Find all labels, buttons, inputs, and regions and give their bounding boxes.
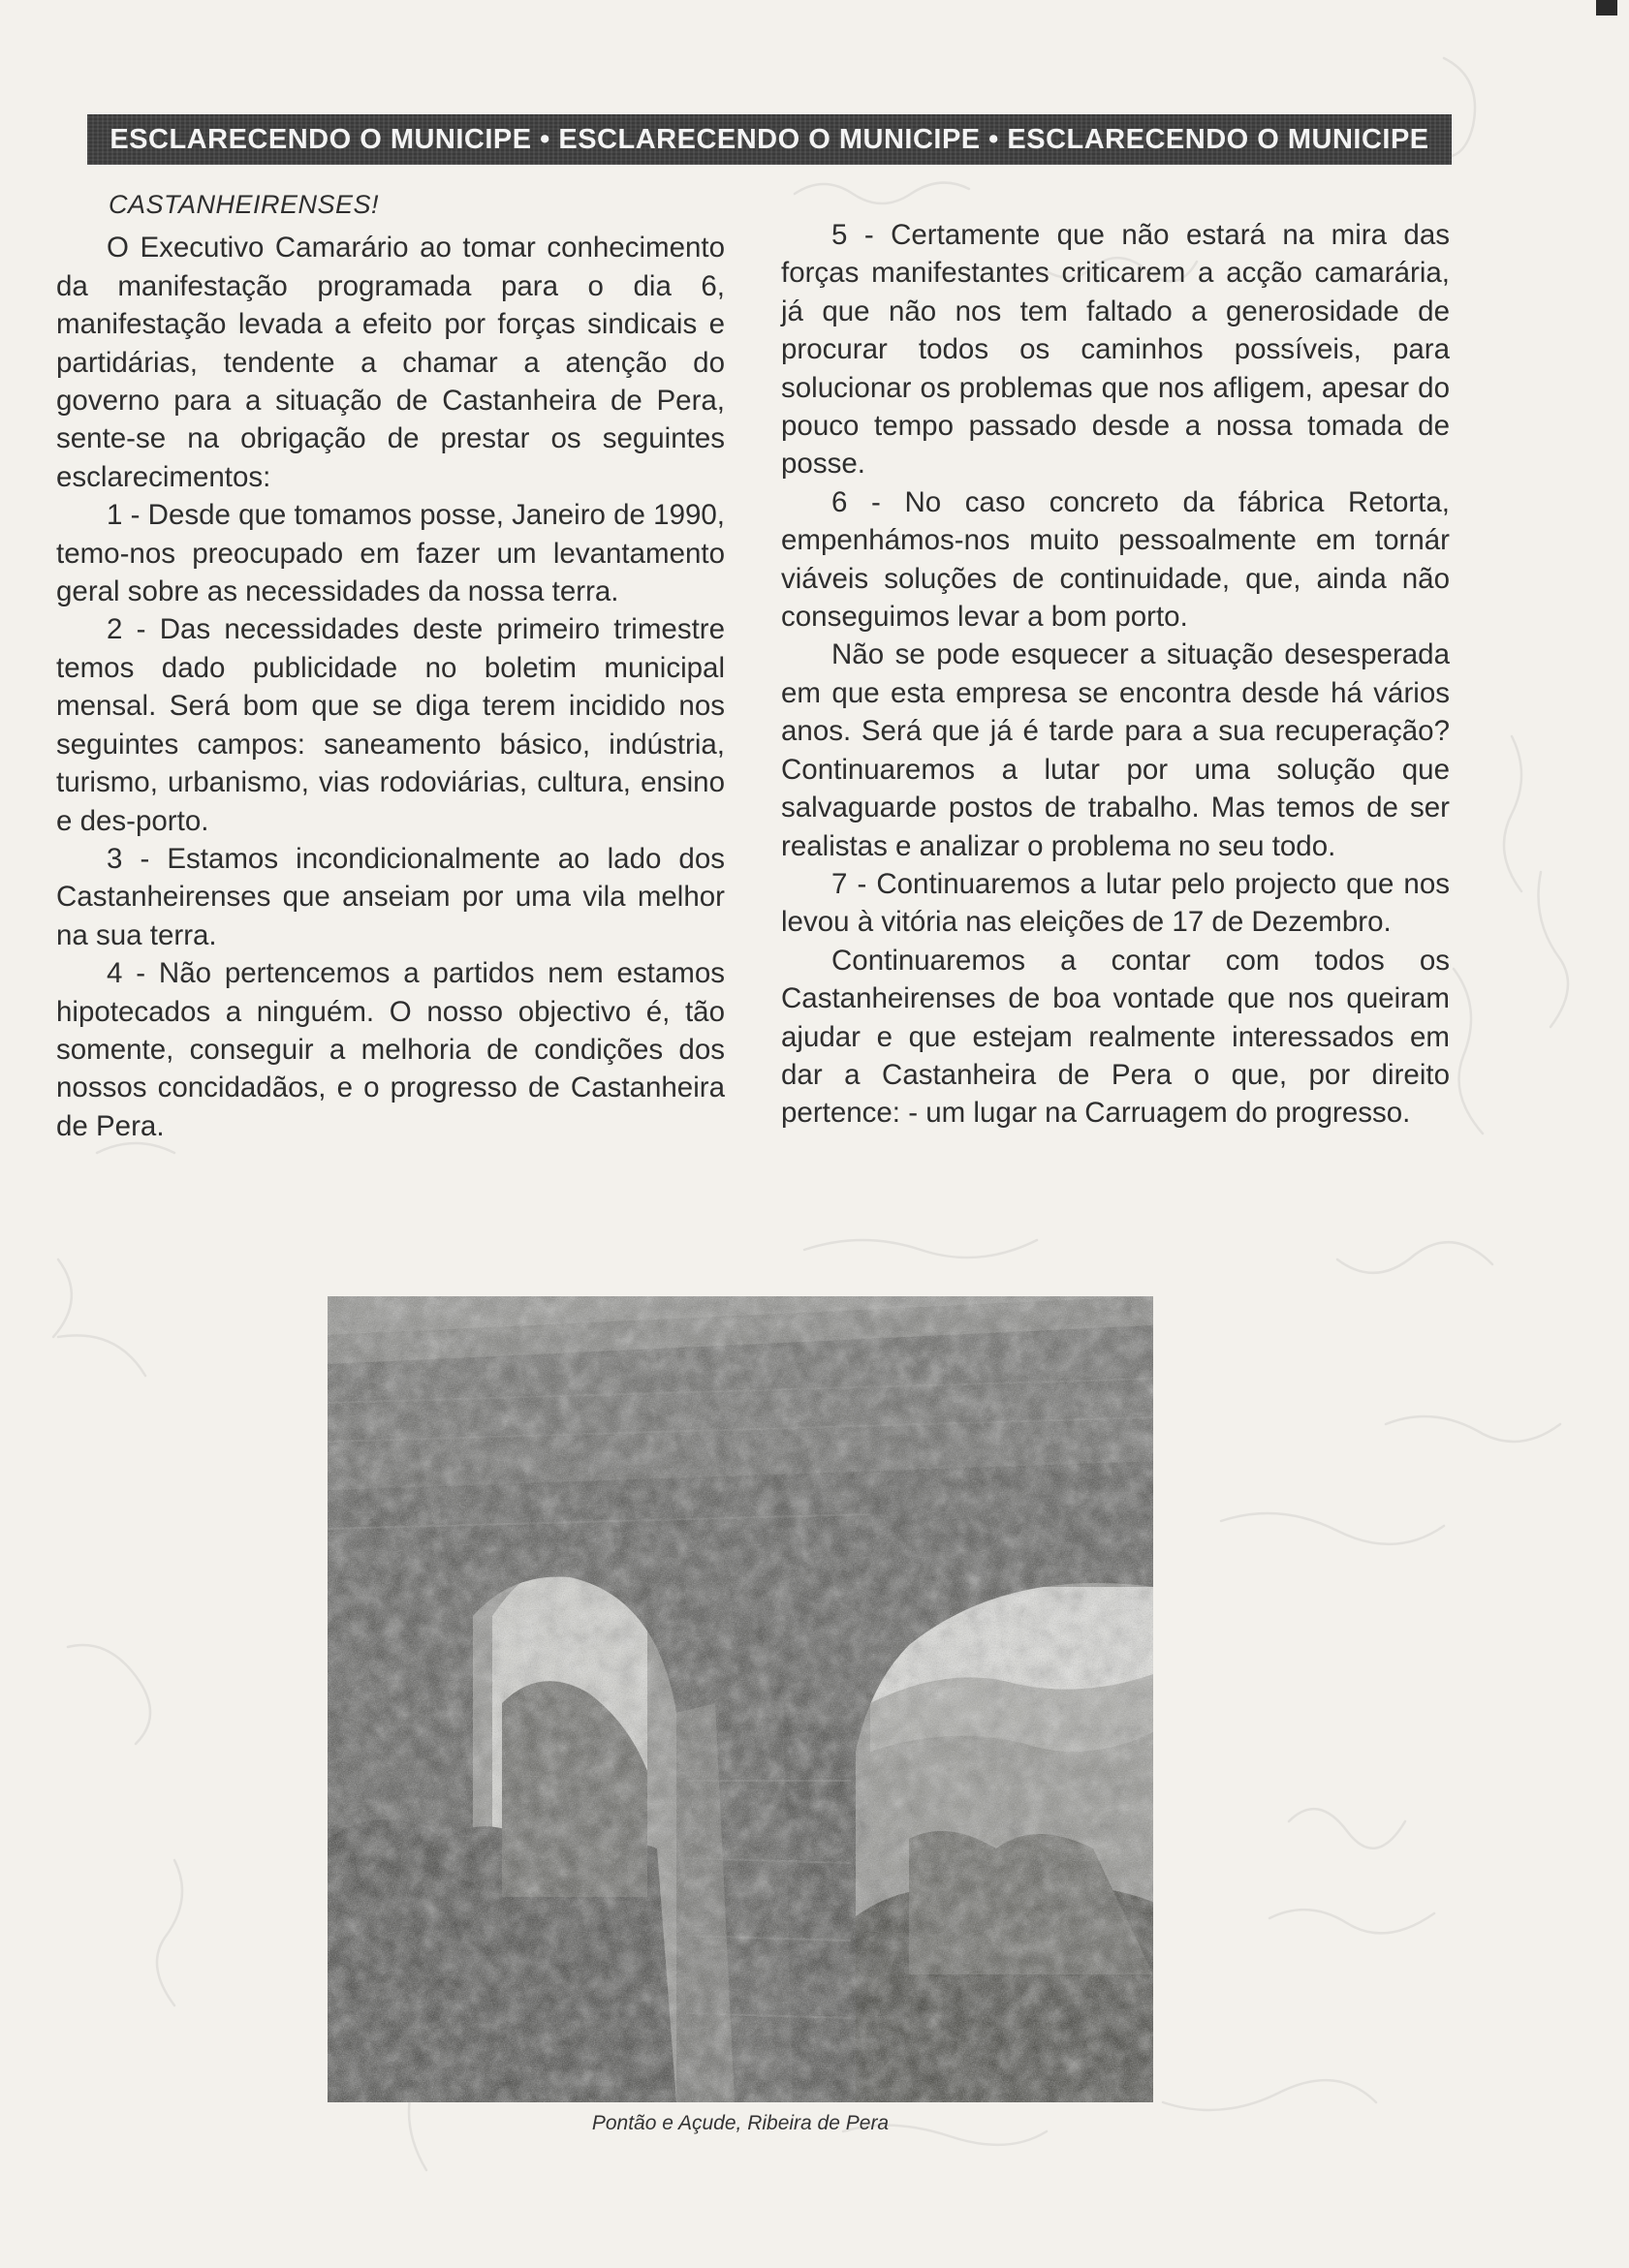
left-column [56, 186, 725, 1145]
paragraph-point-7: 7 - Continuaremos a lutar pelo projecto que nos levou à vitória nas eleições de 17 de Dezembro. [781, 867, 1450, 939]
paragraph-point-6: 6 - No caso concreto da fábrica Retorta, empenhámos-nos muito pessoalmente em tornár viáveis soluções de continuidade, que, ainda não conseguimos levar a bom porto. [781, 485, 1450, 634]
bridge-photo [328, 1296, 1153, 2102]
paragraph-point-5: 5 - Certamente que não estará na mira das forças manifestantes criticarem a acção camarária, já que não nos tem faltado a generosidade de procurar todos os caminhos possíveis, para solucionar os problemas que nos afligem, apesar do pouco tempo passado desde a nossa tomada de posse. [781, 219, 1450, 481]
section-banner [87, 114, 1452, 165]
scan-corner-mark [1596, 0, 1617, 16]
paragraph-retorta: Não se pode esquecer a situação desesperada em que esta empresa se encontra desde há vários anos. Será que já é tarde para a sua recuperação? Continuaremos a lutar por uma solução que salvaguarde postos de trabalho. Mas temos de ser realistas e analizar o problema no seu todo. [781, 638, 1450, 862]
paragraph-point-2: 2 - Das necessidades deste primeiro trimestre temos dado publicidade no boletim municipal mensal. Será bom que se diga terem incidido nos seguintes campos: saneamento básico, indústria, turismo, urbanismo, vias rodoviárias, cultura, ensino e des-porto. [56, 613, 725, 837]
right-column [781, 216, 1450, 1133]
paragraph-intro: O Executivo Camarário ao tomar conhecimento da manifestação programada para o dia 6, manifestação levada a efeito por forças sindicais e partidárias, tendente a chamar a atenção do governo para a situação de Castanheira de Pera, sente-se na obrigação de prestar os seguintes esclarecimentos: [56, 232, 725, 493]
paragraph-point-1: 1 - Desde que tomamos posse, Janeiro de 1990, temo-nos preocupado em fazer um levantamento geral sobre as necessidades da nossa terra. [56, 499, 725, 608]
banner-text: ESCLARECENDO O MUNICIPE • ESCLARECENDO O MUNICIPE • ESCLARECENDO O MUNICIPE [110, 123, 1429, 155]
bridge-photo-image [328, 1296, 1153, 2102]
paragraph-closing: Continuaremos a contar com todos os Castanheirenses de boa vontade que nos queiram ajudar e que estejam realmente interessados em dar a Castanheira de Pera o que, por direito pertence: - um lugar na Carruagem do progresso. [781, 944, 1450, 1130]
paragraph-point-4: 4 - Não pertencemos a partidos nem estamos hipotecados a ninguém. O nosso objectivo é, tão somente, conseguir a melhoria de condições dos nossos concidadãos, e o progresso de Castanheira de Pera. [56, 957, 725, 1142]
greeting-heading: CASTANHEIRENSES! [109, 190, 380, 219]
paragraph-point-3: 3 - Estamos incondicionalmente ao lado dos Castanheirenses que anseiam por uma vila melhor na sua terra. [56, 842, 725, 951]
photo-caption: Pontão e Açude, Ribeira de Pera [591, 2112, 890, 2134]
